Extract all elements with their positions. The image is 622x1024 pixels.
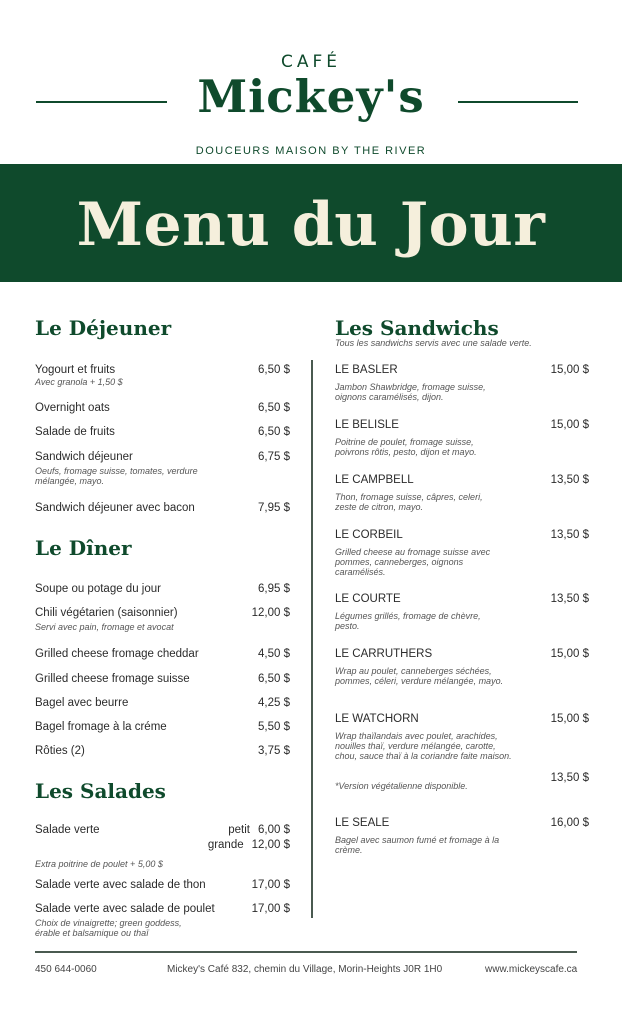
menu-item-vegan-option <box>335 772 589 791</box>
right-column <box>335 316 589 866</box>
item-price: 17,00 $ <box>251 903 290 915</box>
menu-item <box>335 474 589 512</box>
menu-item <box>335 593 589 631</box>
menu-item <box>35 607 290 632</box>
item-name: LE SEALE <box>335 817 390 829</box>
left-column <box>35 316 290 946</box>
item-price: 15,00 $ <box>550 713 589 725</box>
menu-item-salade-verte <box>35 824 290 874</box>
size-label: grande <box>207 839 244 851</box>
item-name: Chili végétarien (saisonnier) <box>35 607 178 619</box>
item-description: Wrap thaïlandais avec poulet, arachides, nouilles thaï, verdure mélangée, carotte, chou, sauce thaï à la coriandre faite maison. <box>335 731 512 761</box>
item-price: 6,50 $ <box>258 402 290 414</box>
footer-divider <box>35 951 577 953</box>
item-name: LE BELISLE <box>335 419 399 431</box>
section-title-salades: Les Salades <box>35 779 166 803</box>
section-title-diner: Le Dîner <box>35 536 132 560</box>
section-title-dejeuner: Le Déjeuner <box>35 316 172 340</box>
item-description: Servi avec pain, fromage et avocat <box>35 622 174 632</box>
menu-item <box>35 583 290 595</box>
menu-item <box>335 529 589 577</box>
menu-item <box>35 364 290 387</box>
menu-item <box>35 879 290 891</box>
item-description: Avec granola + 1,50 $ <box>35 377 123 387</box>
size-row-large <box>194 839 290 851</box>
footer-address: Mickey's Café 832, chemin du Village, Morin-Heights J0R 1H0 <box>167 964 443 975</box>
item-price: 13,50 $ <box>550 529 589 541</box>
item-name: Bagel fromage à la créme <box>35 721 167 733</box>
menu-item <box>35 451 290 486</box>
menu-item <box>335 419 589 457</box>
item-name: Overnight oats <box>35 402 110 414</box>
item-price: 3,75 $ <box>258 745 290 757</box>
item-price: 13,50 $ <box>550 772 589 784</box>
menu-item <box>35 648 290 660</box>
item-description: Poitrine de poulet, fromage suisse, poivrons rôtis, pesto, dijon et mayo. <box>335 437 477 457</box>
item-description: *Version végétalienne disponible. <box>335 781 468 791</box>
item-name: Bagel avec beurre <box>35 697 129 709</box>
menu-item <box>35 903 290 938</box>
item-description: Jambon Shawbridge, fromage suisse, oignons caramélisés, dijon. <box>335 382 486 402</box>
menu-item <box>335 648 589 686</box>
item-price: 15,00 $ <box>550 364 589 376</box>
item-name: Salade verte avec salade de thon <box>35 879 206 891</box>
item-price: 15,00 $ <box>550 648 589 660</box>
size-label: petit <box>228 824 251 836</box>
size-price: 6,00 $ <box>258 824 290 836</box>
item-price: 7,95 $ <box>258 502 290 514</box>
item-price: 13,50 $ <box>550 474 589 486</box>
item-price: 6,95 $ <box>258 583 290 595</box>
item-description: Grilled cheese au fromage suisse avec pommes, canneberges, oignons caramélisés. <box>335 547 491 577</box>
item-name: Salade verte avec salade de poulet <box>35 903 215 915</box>
menu-item <box>35 745 290 757</box>
item-name: LE CORBEIL <box>335 529 403 541</box>
menu-item <box>35 721 290 733</box>
item-description: Bagel avec saumon fumé et fromage à la crème. <box>335 835 500 855</box>
item-name: Grilled cheese fromage cheddar <box>35 648 199 660</box>
size-price: 12,00 $ <box>251 839 290 851</box>
footer-website: www.mickeyscafe.ca <box>485 964 578 975</box>
item-price: 17,00 $ <box>251 879 290 891</box>
item-name: LE BASLER <box>335 364 398 376</box>
menu-item <box>335 713 589 761</box>
item-name: Grilled cheese fromage suisse <box>35 673 190 685</box>
item-price: 4,50 $ <box>258 648 290 660</box>
item-name: Soupe ou potage du jour <box>35 583 161 595</box>
item-description: Oeufs, fromage suisse, tomates, verdure mélangée, mayo. <box>35 466 198 486</box>
section-note: Tous les sandwichs servis avec une salade verte. <box>335 338 532 348</box>
item-name: Yogourt et fruits <box>35 364 116 376</box>
item-name: Sandwich déjeuner avec bacon <box>35 502 195 514</box>
brand-cafe-label: CAFÉ <box>280 52 342 72</box>
item-name: Sandwich déjeuner <box>35 451 133 463</box>
item-name: Salade de fruits <box>35 426 115 438</box>
item-description: Extra poitrine de poulet + 5,00 $ <box>35 859 163 869</box>
size-row-small <box>200 824 290 836</box>
menu-item <box>35 697 290 709</box>
section-title-sandwichs: Les Sandwichs <box>335 316 499 340</box>
brand-logo-name: Mickey's <box>197 70 425 123</box>
footer-phone: 450 644-0060 <box>35 964 97 975</box>
item-price: 4,25 $ <box>258 697 290 709</box>
menu-item <box>335 364 589 402</box>
menu-item <box>335 817 589 855</box>
column-divider <box>311 360 313 918</box>
menu-item <box>35 426 290 438</box>
menu-item <box>35 502 290 514</box>
item-name: LE CARRUTHERS <box>335 648 433 660</box>
item-price: 15,00 $ <box>550 419 589 431</box>
item-price: 6,50 $ <box>258 426 290 438</box>
item-description: Choix de vinaigrette; green goddess, érable et balsamique ou thaï <box>35 918 182 938</box>
menu-item <box>35 673 290 685</box>
item-name: LE CAMPBELL <box>335 474 414 486</box>
item-description: Légumes grillés, fromage de chèvre, pesto. <box>335 611 481 631</box>
item-name: LE WATCHORN <box>335 713 419 725</box>
item-description: Thon, fromage suisse, câpres, celeri, zeste de citron, mayo. <box>335 492 483 512</box>
menu-item <box>35 402 290 414</box>
item-name: Rôties (2) <box>35 745 85 757</box>
tagline: DOUCEURS MAISON BY THE RIVER <box>195 145 427 157</box>
item-name: LE COURTE <box>335 593 401 605</box>
item-price: 6,75 $ <box>258 451 290 463</box>
item-price: 5,50 $ <box>258 721 290 733</box>
item-price: 13,50 $ <box>550 593 589 605</box>
page-title: Menu du Jour <box>76 190 546 260</box>
brand-divider-right <box>458 101 578 103</box>
item-price: 6,50 $ <box>258 364 290 376</box>
item-name: Salade verte <box>35 824 100 836</box>
item-description: Wrap au poulet, canneberges séchées, pommes, céleri, verdure mélangée, mayo. <box>335 666 504 686</box>
item-price: 16,00 $ <box>550 817 589 829</box>
item-price: 12,00 $ <box>251 607 290 619</box>
item-price: 6,50 $ <box>258 673 290 685</box>
